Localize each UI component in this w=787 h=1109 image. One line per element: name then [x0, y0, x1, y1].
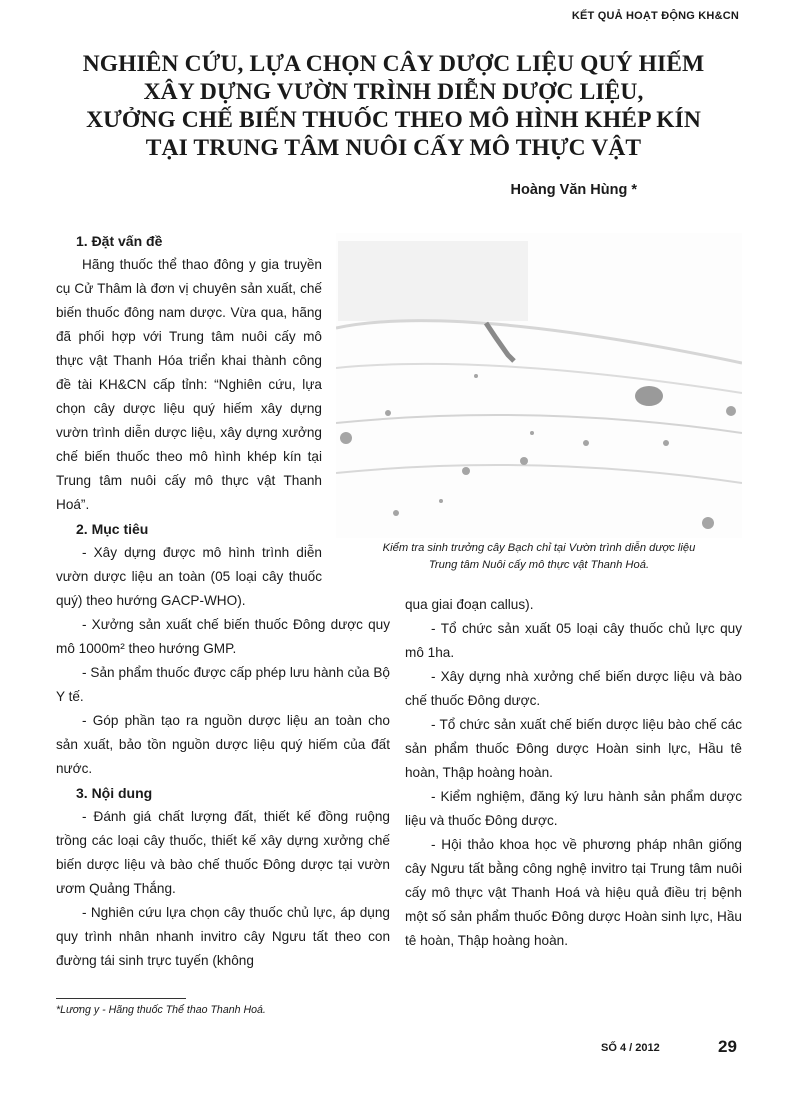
objectives-wrap: [56, 541, 322, 613]
footnote-divider: [56, 998, 186, 999]
list-item: - Sản phẩm thuốc được cấp phép lưu hành của Bộ Y tế.: [56, 665, 390, 704]
footnote: *Lương y - Hãng thuốc Thể thao Thanh Hoá.: [56, 1004, 266, 1016]
page-number: 29: [718, 1037, 737, 1056]
figure: [336, 233, 742, 574]
section-intro: [56, 229, 322, 517]
list-item: - Đánh giá chất lượng đất, thiết kế đồng ruộng trồng các loại cây thuốc, thiết kế xây dựng xưởng chế biến dược liệu và bào chế thuốc Đông dược tại vườn ươm Quảng Thắng.: [56, 809, 390, 896]
continuation-text: qua giai đoạn callus).: [405, 597, 534, 612]
content-column-2: [405, 593, 742, 953]
list-item: - Xây dựng được mô hình trình diễn vườn dược liệu an toàn (05 loại cây thuốc quý) theo hướng GACP-WHO).: [56, 545, 322, 608]
article-title: [40, 50, 747, 162]
section-heading: 3. Nội dung: [76, 785, 153, 801]
list-item: - Xưởng sản xuất chế biến thuốc Đông dược quy mô 1000m² theo hướng GMP.: [56, 617, 390, 656]
paragraph: Hãng thuốc thể thao đông y gia truyền cụ Cử Thâm là đơn vị chuyên sản xuất, chế biến thuốc đông nam dược. Vừa qua, hãng đã phối hợp với Trung tâm nuôi cấy mô thực vật Thanh Hóa triển khai thành công đề tài KH&CN cấp tỉnh: “Nghiên cứu, lựa chọn cây dược liệu quý hiếm xây dựng vườn trình diễn dược liệu, xây dựng xưởng chế biến thuốc theo mô hình khép kín tại Trung tâm nuôi cấy mô thực vật Thanh Hoá”.: [56, 257, 322, 512]
list-item: - Hội thảo khoa học về phương pháp nhân giống cây Ngưu tất bằng công nghệ invitro tại Trung tâm nuôi cấy mô thực vật Thanh Hoá và hiệu quả điều trị bệnh một số sản phẩm thuốc Đông dược Hoàn sinh lực, Hầu tê hoàn, Thập hoàng hoàn.: [405, 837, 742, 948]
list-item: - Tổ chức sản xuất chế biến dược liệu bào chế các sản phẩm thuốc Đông dược Hoàn sinh lực, Hầu tê hoàn, Thập hoàng hoàn.: [405, 717, 742, 780]
title-line: XÂY DỰNG VƯỜN TRÌNH DIỄN DƯỢC LIỆU,: [143, 79, 644, 105]
section-heading: 1. Đặt vấn đề: [76, 233, 163, 249]
section-heading: 2. Mục tiêu: [76, 521, 149, 537]
title-line: XƯỞNG CHẾ BIẾN THUỐC THEO MÔ HÌNH KHÉP KÍN: [86, 107, 701, 133]
list-item: - Kiểm nghiệm, đăng ký lưu hành sản phẩm dược liệu và thuốc Đông dược.: [405, 789, 742, 828]
figure-caption: [336, 540, 742, 574]
figure-photo: [336, 233, 742, 538]
caption-line: Trung tâm Nuôi cấy mô thực vật Thanh Hoá.: [428, 559, 650, 571]
list-item: - Góp phần tạo ra nguồn dược liệu an toàn cho sản xuất, bảo tồn nguồn dược liệu quý hiếm của đất nước.: [56, 713, 390, 776]
running-header: KẾT QUẢ HOẠT ĐỘNG KH&CN: [571, 10, 739, 22]
issue-label: SỐ 4 / 2012: [601, 1042, 660, 1054]
sections-objectives-content: [56, 517, 390, 973]
list-item: - Xây dựng nhà xưởng chế biến dược liệu và bào chế thuốc Đông dược.: [405, 669, 742, 708]
list-item: - Nghiên cứu lựa chọn cây thuốc chủ lực, áp dụng quy trình nhân nhanh invitro cây Ngưu tất theo con đường tái sinh trực tuyến (không: [56, 905, 390, 968]
title-line: NGHIÊN CỨU, LỰA CHỌN CÂY DƯỢC LIỆU QUÝ HIẾM: [82, 51, 705, 77]
list-item: - Tổ chức sản xuất 05 loại cây thuốc chủ lực quy mô 1ha.: [405, 621, 742, 660]
title-line: TẠI TRUNG TÂM NUÔI CẤY MÔ THỰC VẬT: [145, 135, 642, 161]
field-photo-illustration: [336, 233, 742, 538]
author: Hoàng Văn Hùng *: [510, 182, 637, 198]
caption-line: Kiểm tra sinh trưởng cây Bạch chỉ tại Vườn trình diễn dược liệu: [382, 542, 696, 554]
